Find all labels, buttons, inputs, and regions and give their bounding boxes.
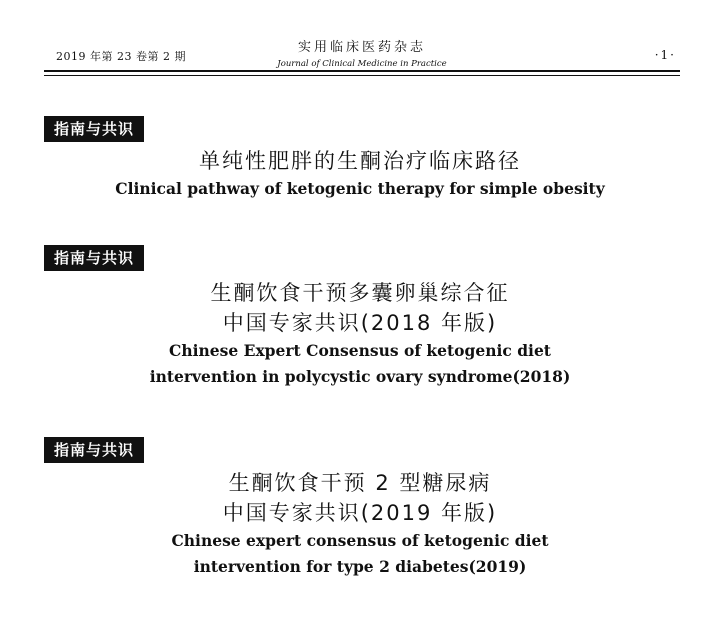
- header-rule-thick: [44, 70, 680, 72]
- section-tag: 指南与共识: [44, 437, 144, 463]
- page-number: ·1·: [654, 48, 676, 62]
- article-title-cn: 生酮饮食干预 2 型糖尿病: [228, 471, 492, 495]
- journal-title-cn: 实用临床医药杂志: [297, 40, 426, 55]
- article-title-cn: 中国专家共识(2019 年版): [222, 501, 498, 525]
- article-title-block: [0, 146, 720, 202]
- article-title-block: [0, 278, 720, 390]
- article-title-cn: 生酮饮食干预多囊卵巢综合征: [210, 281, 510, 305]
- article-title-en: Clinical pathway of ketogenic therapy for simple obesity: [115, 179, 605, 198]
- article-title-block: [0, 468, 720, 580]
- section-tag: 指南与共识: [44, 116, 144, 142]
- issue-info: 2019 年第 23 卷第 2 期: [56, 50, 186, 63]
- article-title-cn: 单纯性肥胖的生酮治疗临床路径: [199, 149, 521, 173]
- article-title-cn: 中国专家共识(2018 年版): [222, 311, 498, 335]
- journal-title-en: Journal of Clinical Medicine in Practice: [277, 59, 447, 69]
- article-title-en: Chinese expert consensus of ketogenic diet: [171, 531, 549, 550]
- article-title-en: intervention in polycystic ovary syndrome(2018): [149, 367, 571, 386]
- journal-title: [44, 36, 680, 69]
- header-rule-thin: [44, 75, 680, 76]
- article-title-en: intervention for type 2 diabetes(2019): [193, 557, 527, 576]
- section-tag: 指南与共识: [44, 245, 144, 271]
- article-title-en: Chinese Expert Consensus of ketogenic diet: [169, 341, 551, 360]
